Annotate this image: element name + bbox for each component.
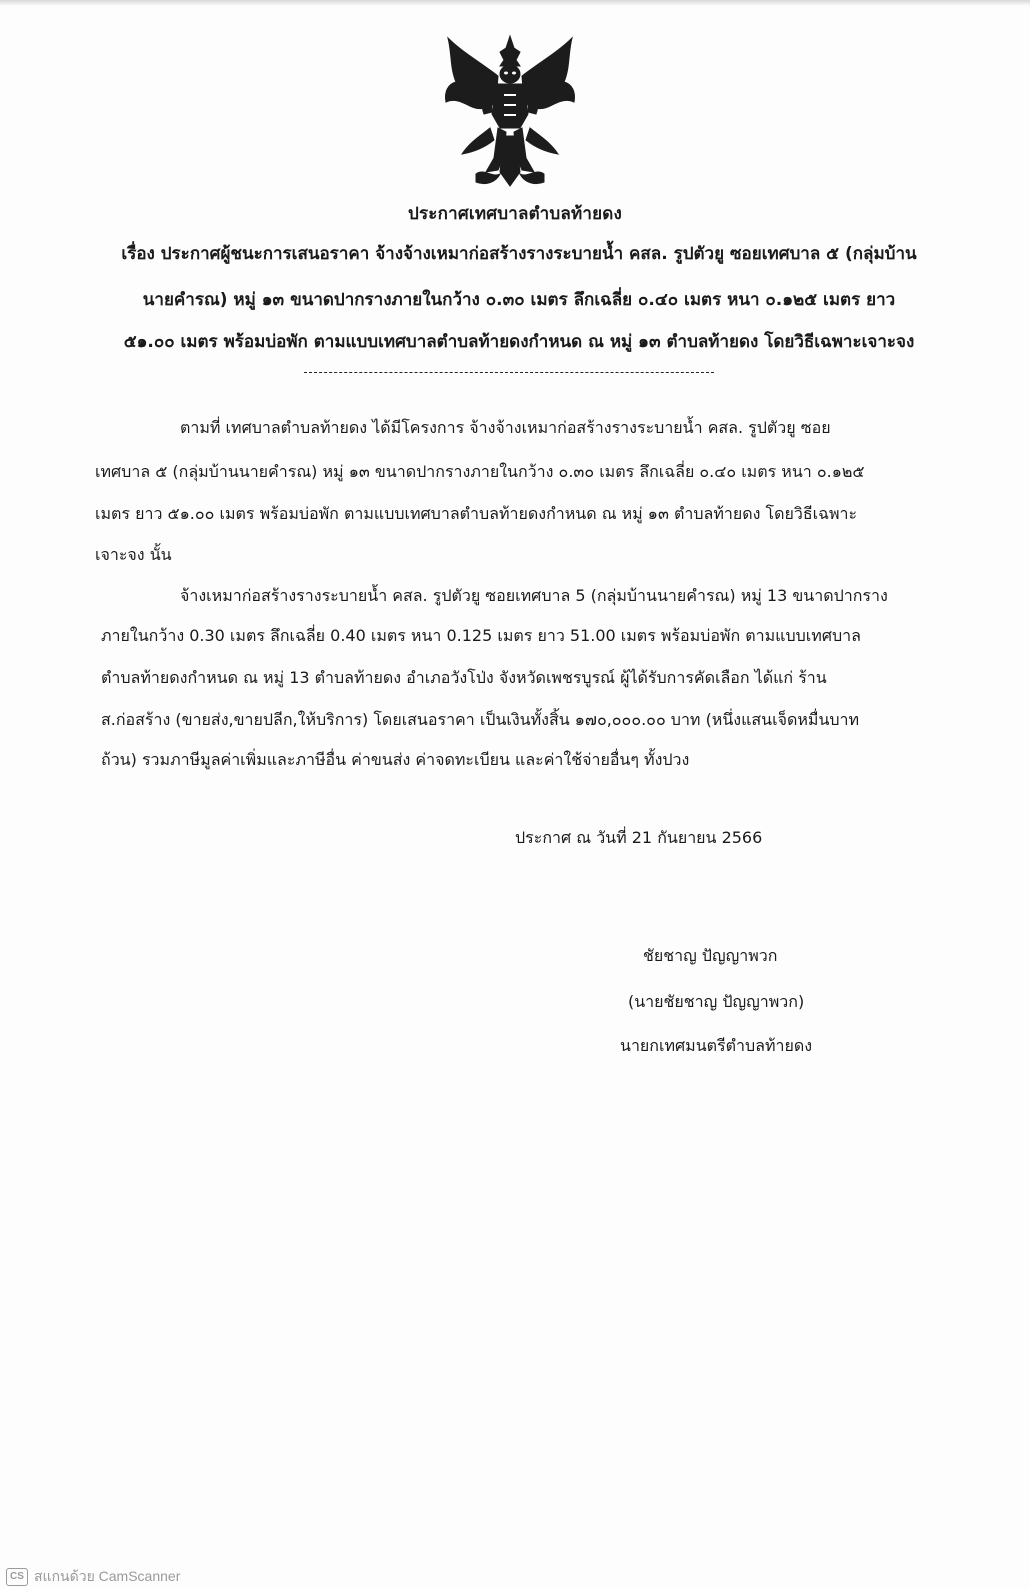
scan-edge — [0, 0, 1030, 6]
paragraph-1-line: ตามที่ เทศบาลตำบลท้ายดง ได้มีโครงการ จ้างจ้างเหมาก่อสร้างรางระบายน้ำ คสล. รูปตัวยู ซอย — [180, 418, 831, 437]
signatory-full-name: (นายชัยชาญ ปัญญาพวก) — [628, 992, 805, 1011]
paragraph-1-line: เทศบาล ๕ (กลุ่มบ้านนายคำรณ) หมู่ ๑๓ ขนาดปากรางภายในกว้าง ๐.๓๐ เมตร ลึกเฉลี่ย ๐.๔๐ เมตร หนา ๐.๑๒๕ — [95, 462, 865, 481]
garuda-emblem-icon — [440, 32, 580, 192]
paragraph-2-line: จ้างเหมาก่อสร้างรางระบายน้ำ คสล. รูปตัวยู ซอยเทศบาล 5 (กลุ่มบ้านนายคำรณ) หมู่ 13 ขนาดปากราง — [180, 586, 888, 605]
page-title: ประกาศเทศบาลตำบลท้ายดง — [407, 204, 623, 224]
camscanner-watermark — [6, 1566, 180, 1588]
subject-line-1: เรื่อง ประกาศผู้ชนะการเสนอราคา จ้างจ้างเหมาก่อสร้างรางระบายน้ำ คสล. รูปตัวยู ซอยเทศบาล ๕ (กลุ่มบ้าน — [121, 244, 917, 264]
signatory-position: นายกเทศมนตรีตำบลท้ายดง — [620, 1036, 813, 1055]
subject-line-2: นายคำรณ) หมู่ ๑๓ ขนาดปากรางภายในกว้าง ๐.๓๐ เมตร ลึกเฉลี่ย ๐.๔๐ เมตร หนา ๐.๑๒๕ เมตร ยาว — [142, 290, 896, 310]
watermark-text: สแกนด้วย CamScanner — [34, 1568, 181, 1584]
paragraph-2-line: ภายในกว้าง 0.30 เมตร ลึกเฉลี่ย 0.40 เมตร หนา 0.125 เมตร ยาว 51.00 เมตร พร้อมบ่อพัก ตามแบบเทศบาล — [101, 626, 861, 645]
subject-line-3: ๕๑.๐๐ เมตร พร้อมบ่อพัก ตามแบบเทศบาลตำบลท้ายดงกำหนด ณ หมู่ ๑๓ ตำบลท้ายดง โดยวิธีเฉพาะเจาะจง — [123, 332, 915, 352]
paragraph-2-line: ตำบลท้ายดงกำหนด ณ หมู่ 13 ตำบลท้ายดง อำเภอวังโป่ง จังหวัดเพชรบูรณ์ ผู้ได้รับการคัดเลือก ได้แก่ ร้าน — [101, 668, 827, 687]
section-divider — [304, 372, 714, 373]
paragraph-1-line: เจาะจง นั้น — [95, 545, 172, 564]
paragraph-2-line: ถ้วน) รวมภาษีมูลค่าเพิ่มและภาษีอื่น ค่าขนส่ง ค่าจดทะเบียน และค่าใช้จ่ายอื่นๆ ทั้งปวง — [101, 750, 690, 769]
camscanner-logo-icon: CS — [6, 1568, 28, 1586]
paragraph-1-line: เมตร ยาว ๕๑.๐๐ เมตร พร้อมบ่อพัก ตามแบบเทศบาลตำบลท้ายดงกำหนด ณ หมู่ ๑๓ ตำบลท้ายดง โดยวิธีเฉพาะ — [95, 504, 858, 523]
signature-name: ชัยชาญ ปัญญาพวก — [643, 946, 778, 965]
announcement-date: ประกาศ ณ วันที่ 21 กันยายน 2566 — [515, 828, 763, 847]
paragraph-2-line: ส.ก่อสร้าง (ขายส่ง,ขายปลีก,ให้บริการ) โดยเสนอราคา เป็นเงินทั้งสิ้น ๑๗๐,๐๐๐.๐๐ บาท (หนึ่งแสนเจ็ดหมื่นบาท — [101, 710, 860, 729]
